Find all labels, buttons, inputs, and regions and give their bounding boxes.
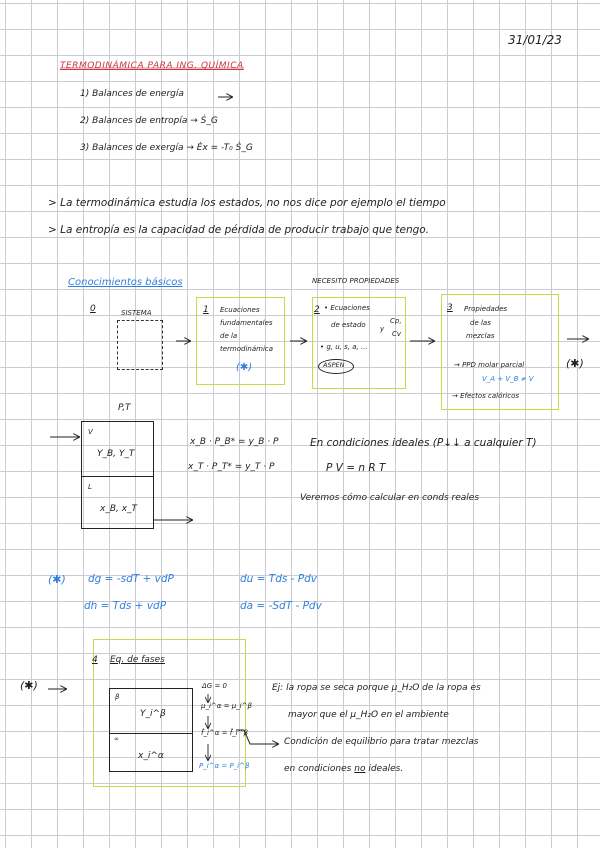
step1-star-mark: (✱) bbox=[236, 362, 253, 373]
formulas-star: (✱) bbox=[48, 573, 66, 586]
nonideal-no: no bbox=[354, 764, 366, 774]
phase-title: Eq. de fases bbox=[110, 655, 165, 665]
eq-condition: P_i^α = P_i^β bbox=[199, 762, 250, 770]
aspen-label: ASPEN bbox=[323, 361, 345, 369]
list-num: 1) bbox=[80, 89, 90, 99]
page-title: TERMODINÁMICA PARA ING. QUÍMICA bbox=[60, 61, 244, 71]
vapor-fractions: Y_B, Y_T bbox=[97, 449, 135, 459]
pt-label: P,T bbox=[118, 403, 131, 413]
step1-number: 1 bbox=[203, 305, 209, 315]
vapor-label: V bbox=[88, 428, 93, 436]
list-text: Balances de energía bbox=[92, 89, 184, 99]
step2-line: de estado bbox=[331, 321, 366, 329]
date: 31/01/23 bbox=[508, 33, 562, 47]
section-star: (✱) bbox=[566, 357, 584, 370]
alpha-label: ∝ bbox=[114, 735, 120, 743]
step3-line: mezclas bbox=[466, 332, 495, 340]
equilibrium-condition: Condición de equilibrio para tratar mezclas bbox=[284, 737, 479, 747]
note-line: > La entropía es la capacidad de pérdida de producir trabajo que tengo. bbox=[48, 224, 430, 236]
step2-cp: Cp, bbox=[390, 317, 402, 325]
eq-condition: ΔG = 0 bbox=[202, 682, 227, 690]
phase-number: 4 bbox=[92, 655, 98, 665]
step2-line: • Ecuaciones bbox=[324, 304, 370, 312]
gibbs-eq: dg = -sdT + vdP bbox=[88, 573, 174, 585]
step1-line: fundamentales bbox=[220, 319, 273, 327]
raoult-eq: x_B · P_B* = y_B · P bbox=[190, 437, 279, 447]
eq-condition: f̂_i^α = f̂_i^β bbox=[201, 729, 248, 737]
nonideal-text: ideales. bbox=[368, 764, 404, 774]
step1-line: de la bbox=[220, 332, 238, 340]
raoult-eq: x_T · P_T* = y_T · P bbox=[188, 462, 275, 472]
step3-vmix: V_A + V_B ≠ V bbox=[482, 375, 534, 383]
veremos-note: Veremos cómo calcular en conds reales bbox=[300, 493, 480, 503]
ideal-gas-law: P V = n R T bbox=[326, 462, 386, 474]
step3-line: Propiedades bbox=[464, 305, 508, 313]
step2-number: 2 bbox=[314, 305, 320, 315]
necesito-label: NECESITO PROPIEDADES bbox=[312, 277, 400, 285]
step3-ppd: → PPD molar parcial bbox=[454, 361, 525, 369]
step2-line: • g, u, s, a, ... bbox=[320, 343, 368, 351]
x-alpha: x_i^α bbox=[138, 751, 164, 761]
internal-energy-eq: du = Tds - Pdv bbox=[240, 573, 318, 585]
y-beta: Y_i^β bbox=[140, 709, 166, 719]
step1-line: Ecuaciones bbox=[220, 306, 260, 314]
ideal-conditions: En condiciones ideales (P↓↓ a cualquier T) bbox=[310, 437, 537, 449]
step3-efectos: → Efectos calóricos bbox=[452, 392, 519, 400]
step1-line: termodinámica bbox=[220, 345, 274, 353]
note-line: > La termodinámica estudia los estados, no nos dice por ejemplo el tiempo bbox=[48, 197, 446, 209]
list-text: Balances de entropía → Ṡ_G bbox=[92, 116, 218, 126]
step3-line: de las bbox=[470, 319, 491, 327]
list-num: 2) bbox=[80, 116, 90, 126]
beta-label: β bbox=[115, 693, 120, 701]
example-line: Ej: la ropa se seca porque μ_H₂O de la ropa es bbox=[272, 683, 481, 693]
nonideal-text: en condiciones bbox=[284, 764, 352, 774]
arrow-icon bbox=[236, 730, 278, 744]
example-line: mayor que el μ_H₂O en el ambiente bbox=[288, 710, 449, 720]
helmholtz-eq: da = -SdT - Pdv bbox=[240, 600, 322, 612]
phase-star: (✱) bbox=[20, 679, 38, 692]
step3-number: 3 bbox=[447, 303, 453, 313]
liquid-label: L bbox=[88, 483, 92, 491]
liquid-fractions: x_B, x_T bbox=[100, 504, 138, 514]
step0-number: 0 bbox=[90, 304, 96, 314]
list-num: 3) bbox=[80, 143, 90, 153]
step2-y: y bbox=[380, 325, 385, 333]
enthalpy-eq: dh = Tds + vdP bbox=[84, 600, 167, 612]
section-title: Conocimientos básicos bbox=[68, 277, 183, 288]
sistema-label: SISTEMA bbox=[121, 309, 152, 317]
eq-condition: μ_i^α = μ_i^β bbox=[201, 702, 252, 710]
list-text: Balances de exergía → Ėx = -T₀ Ṡ_G bbox=[92, 143, 253, 153]
step2-cv: Cv bbox=[392, 330, 402, 338]
